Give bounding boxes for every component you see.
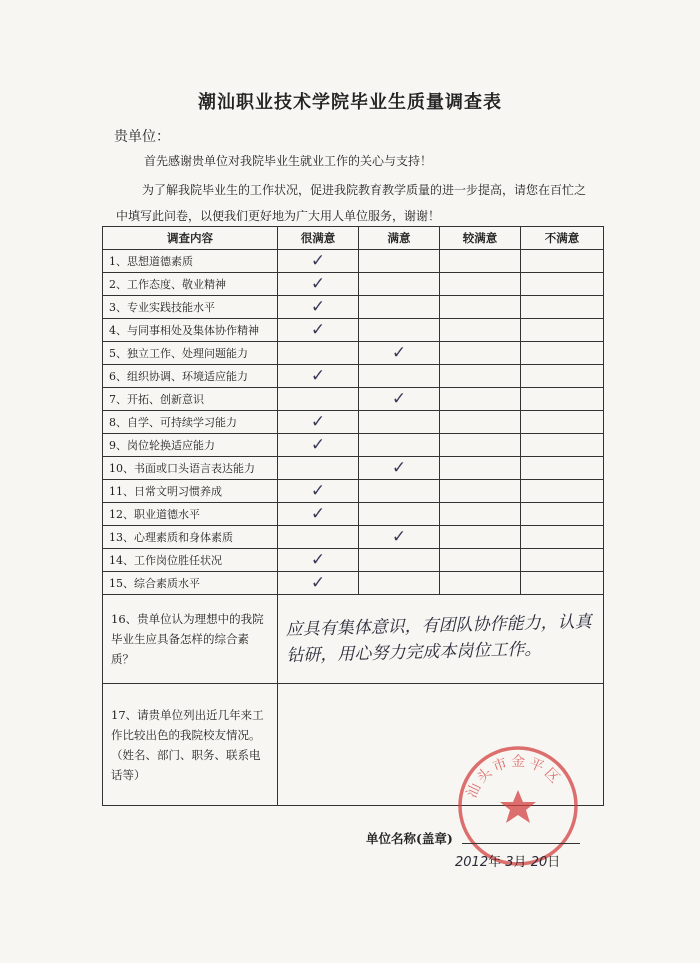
item-label: 2、工作态度、敬业精神 [103, 273, 278, 296]
unit-name-label: 单位名称(盖章) [366, 831, 453, 846]
intro-line-2: 为了解我院毕业生的工作状况，促进我院教育教学质量的进一步提高，请您在百忙之 [142, 183, 587, 197]
svg-text:汕头市金平区 [464, 754, 565, 801]
rating-cell[interactable] [440, 526, 521, 549]
rating-cell[interactable] [440, 411, 521, 434]
item-label: 14、工作岗位胜任状况 [103, 549, 278, 572]
rating-cell[interactable] [521, 457, 604, 480]
table-header-row [103, 227, 604, 250]
rating-cell[interactable] [440, 319, 521, 342]
table-row [103, 296, 604, 319]
header-content: 调查内容 [103, 227, 278, 250]
rating-cell[interactable] [359, 365, 440, 388]
item-label: 11、日常文明习惯养成 [103, 480, 278, 503]
item-label: 7、开拓、创新意识 [103, 388, 278, 411]
rating-cell[interactable] [440, 365, 521, 388]
intro-line-3: 中填写此问卷，以便我们更好地为广大用人单位服务，谢谢！ [116, 209, 441, 223]
rating-cell[interactable] [278, 388, 359, 411]
item-label: 9、岗位轮换适应能力 [103, 434, 278, 457]
rating-cell[interactable] [359, 296, 440, 319]
rating-cell[interactable] [359, 319, 440, 342]
rating-cell[interactable] [521, 388, 604, 411]
question-16-cell [103, 595, 278, 684]
date-field[interactable] [455, 851, 560, 870]
question-16-answer-cell[interactable] [278, 595, 604, 684]
check-mark-icon[interactable]: ✓ [359, 457, 440, 480]
rating-cell[interactable] [359, 411, 440, 434]
rating-cell[interactable] [521, 434, 604, 457]
item-label: 15、综合素质水平 [103, 572, 278, 595]
item-label: 5、独立工作、处理问题能力 [103, 342, 278, 365]
header-fairly-satisfied: 较满意 [440, 227, 521, 250]
table-row [103, 549, 604, 572]
check-mark-icon[interactable]: ✓ [278, 411, 359, 434]
header-very-satisfied: 很满意 [278, 227, 359, 250]
rating-cell[interactable] [359, 434, 440, 457]
question-17-note: （姓名、部门、职务、联系电话等） [111, 747, 261, 782]
check-mark-icon[interactable]: ✓ [359, 342, 440, 365]
rating-cell[interactable] [440, 572, 521, 595]
table-row [103, 250, 604, 273]
rating-cell[interactable] [440, 480, 521, 503]
check-mark-icon[interactable]: ✓ [278, 503, 359, 526]
rating-cell[interactable] [521, 411, 604, 434]
rating-cell[interactable] [359, 250, 440, 273]
rating-cell[interactable] [359, 503, 440, 526]
rating-cell[interactable] [521, 572, 604, 595]
question-16-row [103, 595, 604, 684]
rating-cell[interactable] [521, 480, 604, 503]
table-row [103, 342, 604, 365]
check-mark-icon[interactable]: ✓ [359, 388, 440, 411]
stamp-ring-text: 汕头市金平区 [463, 753, 565, 801]
check-mark-icon[interactable]: ✓ [278, 480, 359, 503]
rating-cell[interactable] [440, 296, 521, 319]
rating-cell[interactable] [440, 457, 521, 480]
check-mark-icon[interactable]: ✓ [278, 273, 359, 296]
rating-cell[interactable] [359, 273, 440, 296]
item-label: 12、职业道德水平 [103, 503, 278, 526]
item-label: 8、自学、可持续学习能力 [103, 411, 278, 434]
table-row [103, 319, 604, 342]
check-mark-icon[interactable]: ✓ [359, 526, 440, 549]
rating-cell[interactable] [440, 342, 521, 365]
date-day: 20 [530, 855, 548, 870]
table-row [103, 434, 604, 457]
rating-cell[interactable] [521, 319, 604, 342]
table-row [103, 457, 604, 480]
table-row [103, 411, 604, 434]
table-row [103, 273, 604, 296]
check-mark-icon[interactable]: ✓ [278, 296, 359, 319]
month-suffix: 月 [513, 855, 527, 870]
rating-cell[interactable] [278, 526, 359, 549]
rating-cell[interactable] [440, 434, 521, 457]
rating-cell[interactable] [359, 480, 440, 503]
rating-cell[interactable] [359, 549, 440, 572]
rating-cell[interactable] [440, 503, 521, 526]
date-year: 2012 [455, 855, 489, 870]
signature-line [462, 843, 580, 844]
rating-cell[interactable] [440, 250, 521, 273]
survey-table [102, 226, 604, 806]
table-row [103, 572, 604, 595]
rating-cell[interactable] [440, 549, 521, 572]
question-16-answer: 应具有集体意识，有团队协作能力，认真钻研，用心努力完成本岗位工作。 [285, 612, 592, 667]
check-mark-icon[interactable]: ✓ [278, 319, 359, 342]
table-row [103, 480, 604, 503]
rating-cell[interactable] [521, 526, 604, 549]
rating-cell[interactable] [278, 342, 359, 365]
header-dissatisfied: 不满意 [521, 227, 604, 250]
header-satisfied: 满意 [359, 227, 440, 250]
year-suffix: 年 [488, 855, 502, 870]
item-label: 6、组织协调、环境适应能力 [103, 365, 278, 388]
check-mark-icon[interactable]: ✓ [278, 434, 359, 457]
question-17-text: 17、请贵单位列出近几年来工作比较出色的我院校友情况。 [111, 707, 264, 742]
day-suffix: 日 [547, 855, 561, 870]
table-row [103, 365, 604, 388]
item-label: 3、专业实践技能水平 [103, 296, 278, 319]
check-mark-icon[interactable]: ✓ [278, 250, 359, 273]
item-label: 4、与同事相处及集体协作精神 [103, 319, 278, 342]
rating-cell[interactable] [521, 296, 604, 319]
date-month: 3 [505, 855, 514, 870]
intro-line-1: 首先感谢贵单位对我院毕业生就业工作的关心与支持！ [144, 154, 433, 168]
rating-cell[interactable] [278, 457, 359, 480]
table-row [103, 503, 604, 526]
rating-cell[interactable] [521, 503, 604, 526]
question-17-cell [103, 684, 278, 806]
rating-cell[interactable] [521, 250, 604, 273]
check-mark-icon[interactable]: ✓ [278, 549, 359, 572]
rating-cell[interactable] [521, 273, 604, 296]
rating-cell[interactable] [521, 342, 604, 365]
table-row [103, 526, 604, 549]
form-title: 潮汕职业技术学院毕业生质量调查表 [198, 92, 502, 113]
item-label: 13、心理素质和身体素质 [103, 526, 278, 549]
question-16-text: 16、贵单位认为理想中的我院毕业生应具备怎样的综合素质？ [111, 612, 264, 666]
rating-cell[interactable] [359, 572, 440, 595]
rating-cell[interactable] [440, 273, 521, 296]
rating-cell[interactable] [521, 549, 604, 572]
salutation: 贵单位： [114, 129, 170, 145]
rating-cell[interactable] [521, 365, 604, 388]
check-mark-icon[interactable]: ✓ [278, 572, 359, 595]
rating-cell[interactable] [440, 388, 521, 411]
check-mark-icon[interactable]: ✓ [278, 365, 359, 388]
table-row [103, 388, 604, 411]
item-label: 1、思想道德素质 [103, 250, 278, 273]
item-label: 10、书面或口头语言表达能力 [103, 457, 278, 480]
